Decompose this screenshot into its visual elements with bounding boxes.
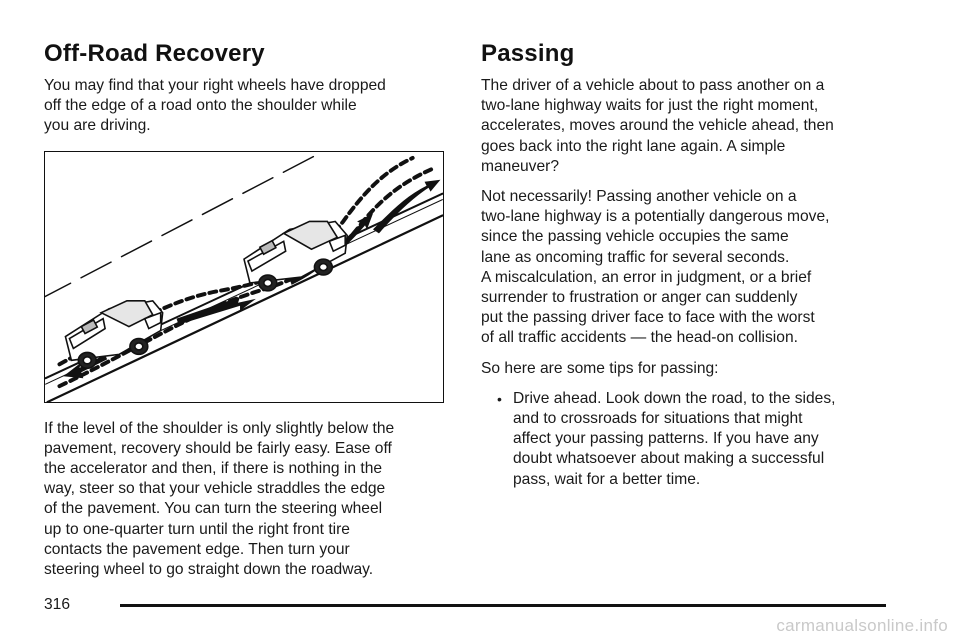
section-heading-off-road-recovery: Off-Road Recovery	[44, 40, 265, 67]
text-line: surrender to frustration or anger can suddenly	[481, 289, 798, 307]
text-line: pavement, recovery should be fairly easy. Ease off	[44, 439, 392, 457]
text-line: accelerates, moves around the vehicle ahead, then	[481, 117, 834, 135]
page-footer	[44, 596, 886, 616]
recovery-paragraph	[44, 419, 452, 581]
text-line: of all traffic accidents — the head-on collision.	[481, 329, 798, 347]
shoulder-edge-line	[48, 215, 443, 402]
section-heading-passing: Passing	[481, 40, 575, 67]
bullet-icon: •	[497, 390, 502, 407]
watermark: carmanualsonline.info	[776, 616, 948, 635]
off-road-recovery-illustration	[44, 151, 444, 403]
intro-paragraph	[44, 76, 452, 137]
road-illustration-svg	[45, 152, 443, 402]
text-line: put the passing driver face to face with the worst	[481, 309, 815, 327]
text-line: two-lane highway is a potentially dangerous move,	[481, 208, 830, 226]
text-line: you are driving.	[44, 117, 151, 135]
passing-danger-paragraph	[481, 187, 901, 349]
text-line: since the passing vehicle occupies the same	[481, 228, 789, 246]
text-line: goes back into the right lane again. A simple	[481, 137, 786, 155]
text-line: off the edge of a road onto the shoulder while	[44, 97, 357, 115]
passing-tips-list	[481, 389, 901, 490]
text-line: way, steer so that your vehicle straddles the edge	[44, 480, 386, 498]
text-line: A miscalculation, an error in judgment, or a brief	[481, 268, 812, 286]
text-line: affect your passing patterns. If you have any	[513, 430, 819, 448]
motion-arrow	[373, 179, 440, 233]
text-line: two-lane highway waits for just the right moment,	[481, 97, 819, 115]
list-item	[497, 389, 901, 490]
text-line: contacts the pavement edge. Then turn your	[44, 540, 350, 558]
passing-intro-paragraph	[481, 76, 901, 177]
text-line: You may find that your right wheels have dropped	[44, 77, 386, 94]
text-line: pass, wait for a better time.	[513, 470, 701, 488]
right-column	[481, 40, 901, 490]
text-line: up to one-quarter turn until the right front tire	[44, 520, 350, 538]
footer-rule	[120, 604, 886, 607]
text-line: The driver of a vehicle about to pass another on a	[481, 77, 825, 94]
text-line: the accelerator and then, if there is nothing in the	[44, 460, 383, 478]
text-line: and to crossroads for situations that might	[513, 410, 803, 428]
text-line: doubt whatsoever about making a successful	[513, 450, 825, 468]
text-line: Not necessarily! Passing another vehicle on a	[481, 188, 797, 206]
text-line: steering wheel to go straight down the roadway.	[44, 561, 374, 579]
text-line: maneuver?	[481, 157, 560, 175]
text-line: Drive ahead. Look down the road, to the sides,	[513, 389, 836, 407]
tips-intro: So here are some tips for passing:	[481, 359, 719, 377]
page-number: 316	[44, 596, 71, 613]
text-line: lane as oncoming traffic for several seconds.	[481, 248, 790, 266]
left-column	[44, 40, 452, 590]
text-line: of the pavement. You can turn the steering wheel	[44, 500, 383, 518]
text-line: If the level of the shoulder is only slightly below the	[44, 419, 395, 437]
